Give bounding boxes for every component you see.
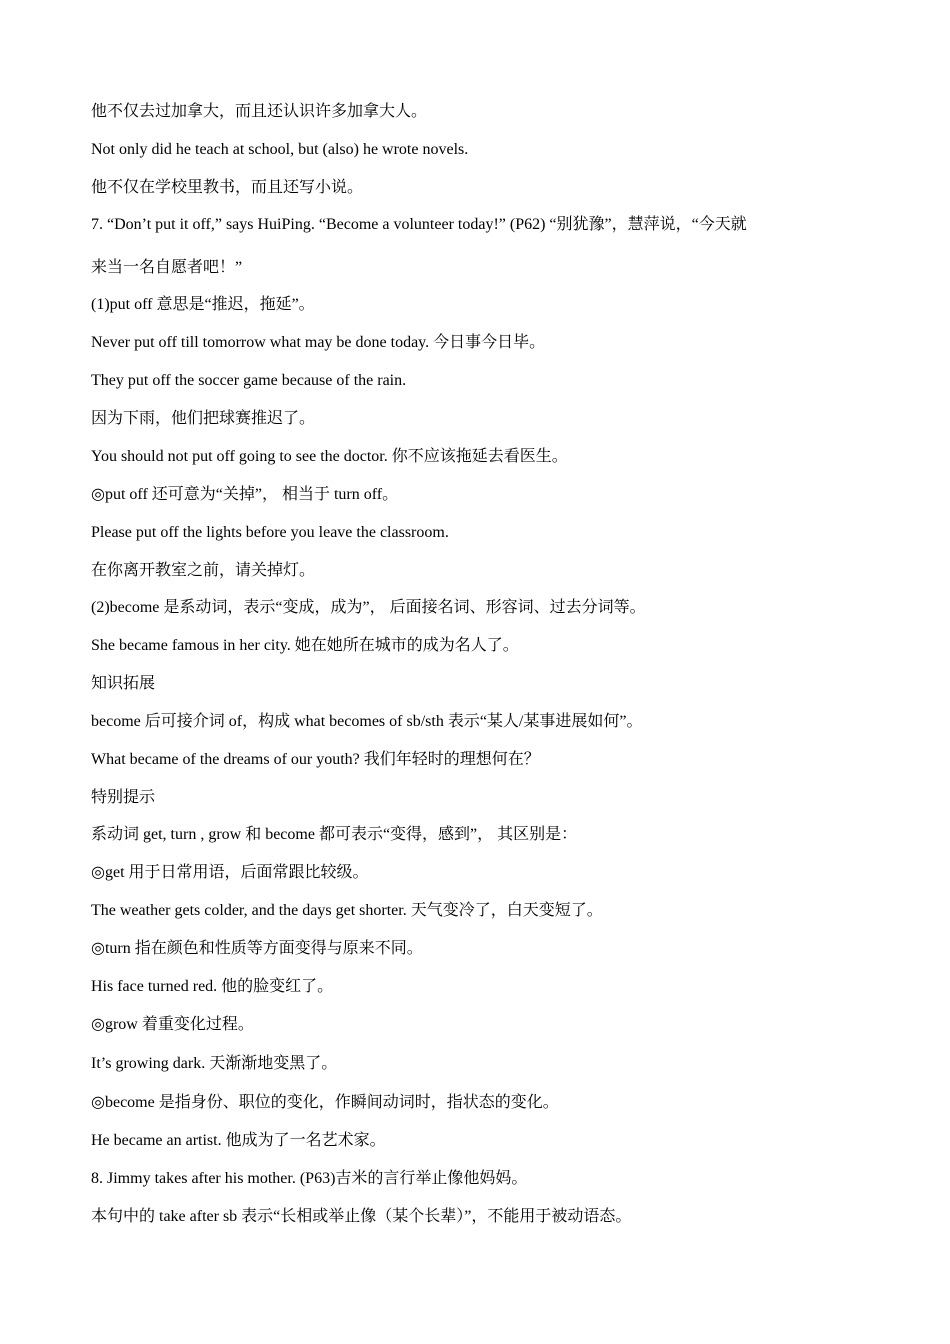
text-line: 本句中的 take after sb 表示“长相或举止像（某个长辈）”，不能用于被动语态。 — [91, 1208, 632, 1225]
text-line: Please put off the lights before you leave the classroom. — [91, 524, 449, 541]
text-line: become 后可接介词 of，构成 what becomes of sb/sth 表示“某人/某事进展如何”。 — [91, 713, 643, 730]
text-line: 来当一名自愿者吧！” — [91, 259, 243, 276]
text-line: 系动词 get, turn , grow 和 become 都可表示“变得，感到”， 其区别是： — [91, 826, 578, 843]
text-line: ◎turn 指在颜色和性质等方面变得与原来不同。 — [91, 940, 423, 957]
text-line: They put off the soccer game because of the rain. — [91, 372, 407, 389]
text-line: His face turned red. 他的脸变红了。 — [91, 978, 334, 995]
text-line: 8. Jimmy takes after his mother. (P63)吉米的言行举止像他妈妈。 — [91, 1170, 528, 1187]
text-line: ◎put off 还可意为“关掉”， 相当于 turn off。 — [91, 486, 399, 503]
section-heading: 知识拓展 — [91, 675, 156, 692]
text-line: Not only did he teach at school, but (also) he wrote novels. — [91, 141, 469, 158]
text-line: (1)put off 意思是“推迟，拖延”。 — [91, 296, 315, 313]
text-line: ◎get 用于日常用语，后面常跟比较级。 — [91, 864, 369, 881]
text-line: 因为下雨，他们把球赛推迟了。 — [91, 410, 316, 427]
text-line: The weather gets colder, and the days get shorter. 天气变冷了，白天变短了。 — [91, 902, 603, 919]
text-line: Never put off till tomorrow what may be done today. 今日事今日毕。 — [91, 334, 546, 351]
text-line: 7. “Don’t put it off,” says HuiPing. “Become a volunteer today!” (P62) “别犹豫”，慧萍说，“今天就 — [91, 216, 747, 233]
text-line: ◎grow 着重变化过程。 — [91, 1016, 254, 1033]
text-line: It’s growing dark. 天渐渐地变黑了。 — [91, 1055, 338, 1072]
text-line: You should not put off going to see the doctor. 你不应该拖延去看医生。 — [91, 448, 568, 465]
section-heading: 特别提示 — [91, 789, 156, 806]
text-line: 在你离开教室之前，请关掉灯。 — [91, 562, 316, 579]
text-line: 他不仅在学校里教书，而且还写小说。 — [91, 179, 364, 196]
text-line: ◎become 是指身份、职位的变化，作瞬间动词时，指状态的变化。 — [91, 1094, 559, 1111]
text-line: 他不仅去过加拿大，而且还认识许多加拿大人。 — [91, 103, 428, 120]
text-line: (2)become 是系动词，表示“变成，成为”， 后面接名词、形容词、过去分词等。 — [91, 599, 646, 616]
text-line: She became famous in her city. 她在她所在城市的成为名人了。 — [91, 637, 519, 654]
text-line: What became of the dreams of our youth? 我们年轻时的理想何在？ — [91, 751, 540, 768]
text-line: He became an artist. 他成为了一名艺术家。 — [91, 1132, 386, 1149]
